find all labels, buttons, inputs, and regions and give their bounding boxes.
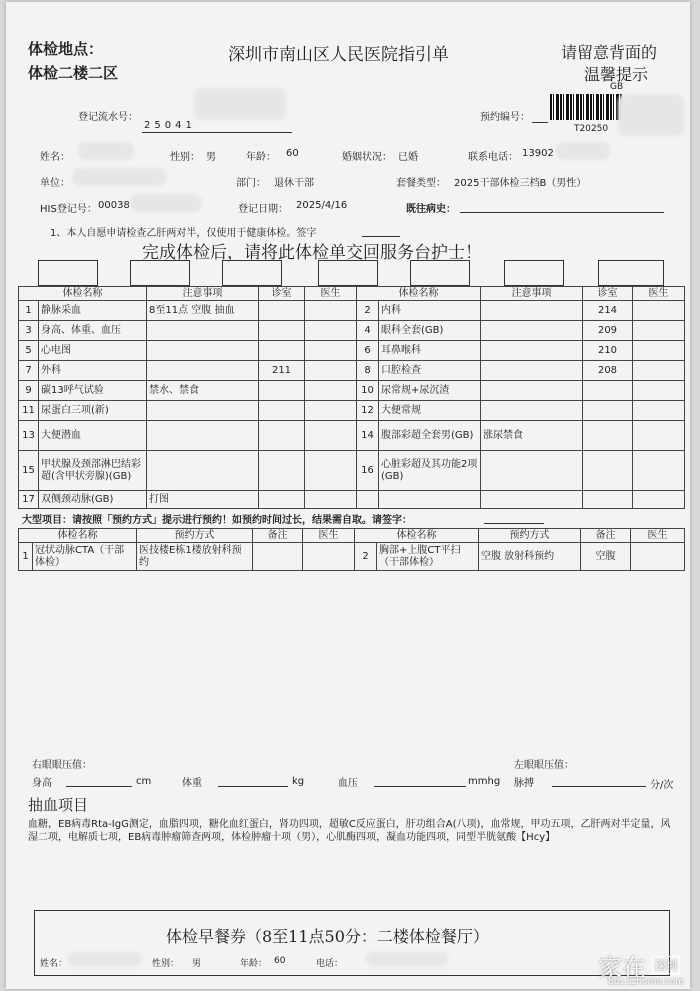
exam-room [259,451,305,491]
notice-line1: 请留意背面的 [561,43,658,62]
exam-room [583,451,633,491]
exam-room [259,421,305,451]
exam-table-header [19,287,685,301]
package-value: 2025干部体检三档B（男性） [454,178,587,189]
appt-value: T20250 [574,124,609,134]
pulse-label: 脉搏 [514,778,534,789]
reg-date-label: 登记日期： [238,204,288,215]
table-row [19,491,685,509]
exam-note [147,341,259,361]
exam-note: 禁水、禁食 [147,381,259,401]
exam-note [253,543,303,571]
voucher-gender-value: 男 [192,959,202,969]
row-number: 2 [357,301,379,321]
guide-sheet [6,2,690,989]
weight-unit: kg [292,776,305,787]
voucher-age-value: 60 [274,956,286,966]
exam-room [583,421,633,451]
row-number: 8 [357,361,379,381]
row-number: 1 [19,543,33,571]
right-eye-label: 右眼眼压值： [32,760,92,771]
exam-note [147,321,259,341]
exam-name: 腹部彩超全套男(GB) [379,421,481,451]
table-row [19,421,685,451]
consent-text: 1、本人自愿申请检查乙肝两对半，仅使用于健康体检。签字 [50,228,317,239]
history-label: 既往病史： [406,204,456,215]
row-number: 16 [357,451,379,491]
row-number: 9 [19,381,39,401]
exam-note [481,451,583,491]
exam-name [379,491,481,509]
doctor-cell[interactable] [633,321,685,341]
exam-name: 口腔检查 [379,361,481,381]
exam-room [259,381,305,401]
appt-label: 预约编号： [480,112,530,123]
exam-room: 208 [583,361,633,381]
table-row [19,301,685,321]
exam-name: 大便潜血 [39,421,147,451]
doctor-cell[interactable] [633,341,685,361]
row-number: 11 [19,401,39,421]
reg-no-value: 25041 [144,120,196,131]
doctor-cell[interactable] [305,451,357,491]
table-row [19,401,685,421]
age-value: 60 [286,148,299,159]
exam-name: 甲状腺及颈部淋巴结彩超(含甲状旁腺)(GB) [39,451,147,491]
header-doctor-left: 医生 [305,287,357,301]
marital-value: 已婚 [398,152,418,163]
exam-location-label: 体检地点： [28,40,104,58]
major-items-table [18,528,685,571]
weight-label: 体重 [182,778,202,789]
header-exam-name-left: 体检名称 [19,287,147,301]
height-unit: cm [136,776,152,787]
phone-label: 联系电话： [468,152,518,163]
exam-room [259,401,305,421]
header-doctor-right: 医生 [633,287,685,301]
exam-name: 心电图 [39,341,147,361]
exam-room: 209 [583,321,633,341]
sign-box-6[interactable] [504,260,564,286]
sign-box-2[interactable] [130,260,190,286]
name-redaction [78,142,134,160]
row-number: 5 [19,341,39,361]
doctor-cell[interactable] [305,301,357,321]
exam-name: 尿常规+尿沉渣 [379,381,481,401]
doctor-cell[interactable] [305,321,357,341]
package-label: 套餐类型： [396,178,446,189]
booking-method: 空腹 放射科预约 [479,543,581,571]
row-number: 7 [19,361,39,381]
row-number: 17 [19,491,39,509]
row-number: 4 [357,321,379,341]
exam-room [583,401,633,421]
appt-barcode-redaction [618,94,684,136]
exam-note [481,361,583,381]
voucher-gender-label: 性别： [152,959,180,969]
his-redaction [130,194,202,212]
height-label: 身高 [32,778,52,789]
exam-room: 211 [259,361,305,381]
reg-date-value: 2025/4/16 [296,200,348,211]
voucher-age-label: 年龄： [240,959,268,969]
major-header-method-left: 预约方式 [137,529,253,543]
bp-unit: mmhg [468,776,501,787]
phone-value: 13902 [522,148,554,159]
booking-method: 医技楼E栋1楼放射科预约 [137,543,253,571]
header-note-left: 注意事项 [147,287,259,301]
exam-room [259,321,305,341]
reg-no-label: 登记流水号： [78,112,138,123]
height-field[interactable] [66,786,132,787]
pulse-field[interactable] [552,786,646,787]
exam-room [259,341,305,361]
exam-note [147,361,259,381]
doctor-cell[interactable] [305,401,357,421]
exam-note: 涨尿禁食 [481,421,583,451]
row-number [357,491,379,509]
sign-box-4[interactable] [318,260,378,286]
doctor-cell[interactable] [303,543,355,571]
doctor-cell[interactable] [633,421,685,451]
unit-label: 单位： [40,178,70,189]
row-number: 12 [357,401,379,421]
exam-name: 外科 [39,361,147,381]
header-room-left: 诊室 [259,287,305,301]
marital-label: 婚姻状况： [342,152,392,163]
doctor-cell[interactable] [305,361,357,381]
row-number: 1 [19,301,39,321]
watermark-url: bbs.szhome.com [608,977,684,987]
pulse-unit: 分/次 [650,780,674,791]
blood-section-title: 抽血项目 [28,796,89,814]
exam-note [147,401,259,421]
major-header-doctor-right: 医生 [631,529,685,543]
row-number: 10 [357,381,379,401]
table-row [19,321,685,341]
his-label: HIS登记号： [40,204,97,215]
age-label: 年龄： [246,152,276,163]
gender-value: 男 [206,152,216,163]
notice-code: GB [610,82,624,92]
doctor-cell[interactable] [305,491,357,509]
document-title: 深圳市南山区人民医院指引单 [228,45,449,65]
dept-value: 退休干部 [274,178,314,189]
exam-name: 眼科全套(GB) [379,321,481,341]
exam-room [259,491,305,509]
weight-field[interactable] [218,786,288,787]
table-row [19,341,685,361]
exam-name: 大便常规 [379,401,481,421]
doctor-cell[interactable] [633,361,685,381]
his-value: 00038 [98,200,130,211]
doctor-cell[interactable] [305,381,357,401]
name-label: 姓名： [40,152,70,163]
breakfast-title: 体检早餐券（8至11点50分：二楼体检餐厅） [166,927,489,946]
table-row [19,381,685,401]
exam-note [481,401,583,421]
table-row [19,451,685,491]
major-header-method-right: 预约方式 [479,529,581,543]
exam-note [147,451,259,491]
exam-note [481,381,583,401]
row-number: 13 [19,421,39,451]
doctor-cell[interactable] [633,451,685,491]
row-number: 6 [357,341,379,361]
row-number: 15 [19,451,39,491]
exam-room [583,381,633,401]
watermark-logo-badge: 深圳 [652,956,680,974]
row-number: 3 [19,321,39,341]
exam-note [147,421,259,451]
doctor-cell[interactable] [631,543,685,571]
exam-note [481,301,583,321]
major-table-header [19,529,685,543]
table-row [19,543,685,571]
sign-box-7[interactable] [598,260,664,286]
header-note-right: 注意事项 [481,287,583,301]
exam-name: 尿蛋白三项(新) [39,401,147,421]
exam-location-value: 体检二楼二区 [28,64,119,82]
dept-label: 部门： [236,178,266,189]
exam-name: 静脉采血 [39,301,147,321]
exam-name: 内科 [379,301,481,321]
exam-room [259,301,305,321]
exam-name: 冠状动脉CTA（干部体检） [33,543,137,571]
reg-barcode-redaction [194,88,286,120]
doctor-cell[interactable] [633,401,685,421]
exam-room: 214 [583,301,633,321]
voucher-phone-label: 电话： [316,959,344,969]
barcode-icon [550,94,622,120]
major-header-note-left: 备注 [253,529,303,543]
voucher-phone-redaction [366,952,448,966]
exam-note: 8至11点 空腹 抽血 [147,301,259,321]
sign-box-5[interactable] [410,260,470,286]
header-exam-name-right: 体检名称 [357,287,481,301]
header-room-right: 诊室 [583,287,633,301]
doctor-cell[interactable] [633,301,685,321]
unit-redaction [72,168,166,186]
exam-room [583,491,633,509]
exam-name: 碳13呼气试验 [39,381,147,401]
instruction-text: 完成体检后，请将此体检单交回服务台护士！ [142,243,482,263]
exam-name: 胸部+上腹CT平扫（干部体检） [377,543,479,571]
doctor-cell[interactable] [633,491,685,509]
exam-table [18,286,685,509]
exam-note [481,321,583,341]
voucher-name-redaction [68,952,142,966]
exam-name: 身高、体重、血压 [39,321,147,341]
exam-name: 耳鼻喉科 [379,341,481,361]
phone-redaction [556,142,610,160]
sign-box-3[interactable] [222,260,282,286]
sign-box-1[interactable] [38,260,98,286]
voucher-name-label: 姓名： [40,959,68,969]
blood-items-text: 血糖，EB病毒Rta-IgG测定，血脂四项，糖化血红蛋白，肾功四项，超敏C反应蛋白，肝功组合A(八项)，血常规，甲功五项，乙肝两对半定量，风湿二项，电解质七项，EB病毒肿瘤筛查两项，体检肿瘤十项（男），心肌酶四项，凝血功能四项，同型半胱氨酸【Hcy】 [28,819,671,843]
bp-label: 血压 [338,778,358,789]
exam-note [481,341,583,361]
exam-note: 打图 [147,491,259,509]
row-number: 2 [355,543,377,571]
exam-note [481,491,583,509]
table-row [19,361,685,381]
exam-room: 210 [583,341,633,361]
gender-label: 性别： [170,152,200,163]
exam-note: 空腹 [581,543,631,571]
doctor-cell[interactable] [633,381,685,401]
major-header-name-left: 体检名称 [19,529,137,543]
exam-name: 双侧颈动脉(GB) [39,491,147,509]
major-header-doctor-left: 医生 [303,529,355,543]
major-header-name-right: 体检名称 [355,529,479,543]
notice-line2: 温馨提示 [584,65,649,84]
exam-name: 心脏彩超及其功能2项(GB) [379,451,481,491]
bp-field[interactable] [374,786,466,787]
doctor-cell[interactable] [305,421,357,451]
watermark-logo: 家在 [598,954,646,982]
major-header-note-right: 备注 [581,529,631,543]
major-items-intro: 大型项目：请按照「预约方式」提示进行预约！如预约时间过长，结果需自取。请签字： [22,515,412,526]
left-eye-label: 左眼眼压值： [514,760,574,771]
row-number: 14 [357,421,379,451]
doctor-cell[interactable] [305,341,357,361]
